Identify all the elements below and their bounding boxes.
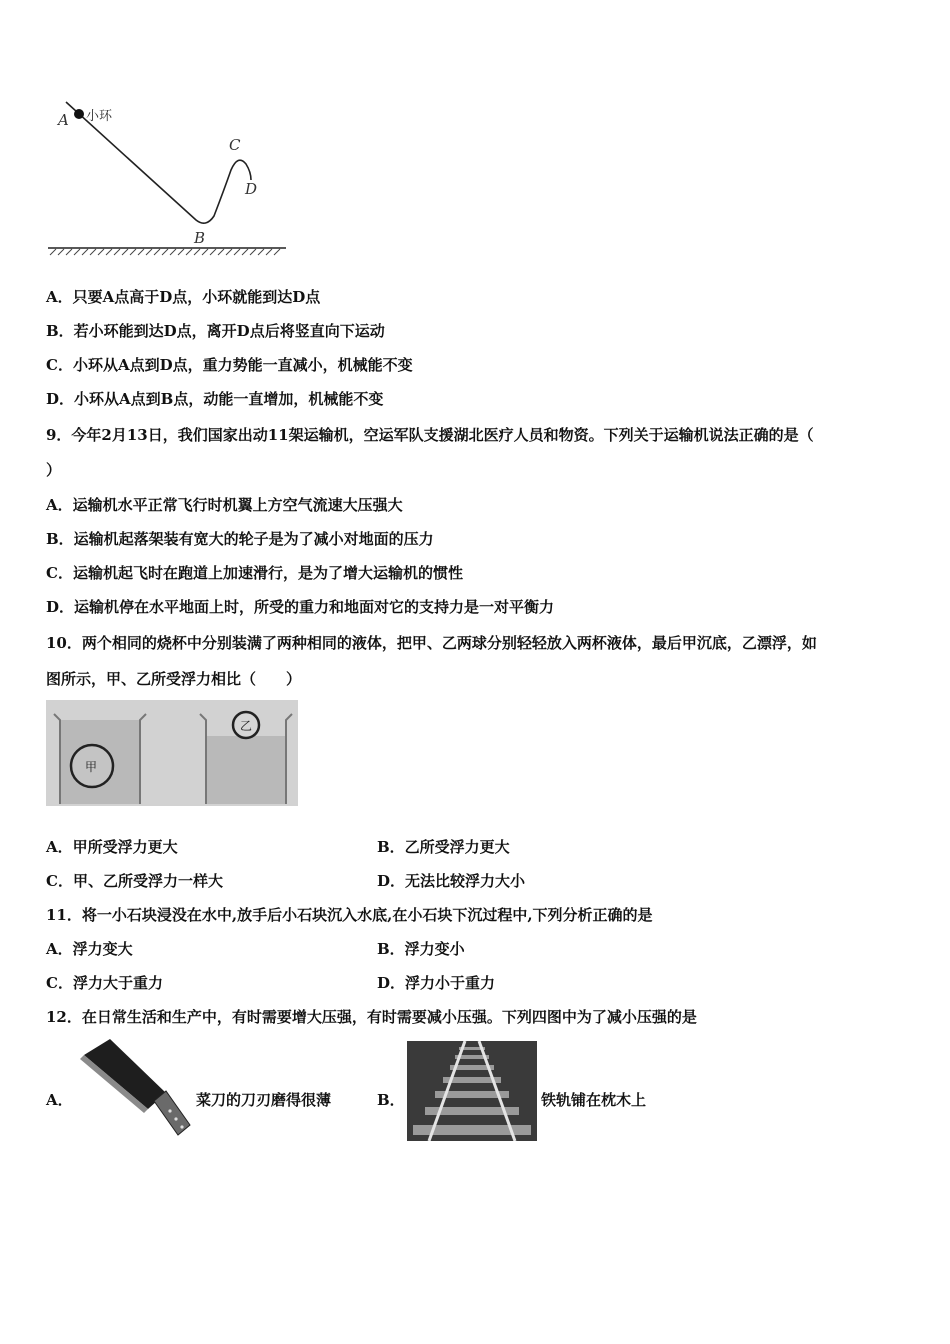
q11-option-c: C．浮力大于重力: [46, 974, 163, 992]
q9-option-c: C．运输机起飞时在跑道上加速滑行，是为了增大运输机的惯性: [46, 564, 463, 582]
q9-option-a: A．运输机水平正常飞行时机翼上方空气流速大压强大: [46, 496, 403, 514]
q12-option-b-letter: B．: [377, 1091, 405, 1109]
q11-option-a: A．浮力变大: [46, 940, 133, 958]
q8-option-d: D．小环从A点到B点，动能一直增加，机械能不变: [46, 390, 384, 408]
q10-option-d: D．无法比较浮力大小: [377, 872, 526, 890]
q10-option-b: B．乙所受浮力更大: [377, 838, 510, 856]
label-c: C: [229, 136, 241, 154]
cleaver-image: [78, 1037, 194, 1137]
beaker-right-liquid: [206, 736, 286, 804]
cleaver-handle-icon: [154, 1091, 190, 1135]
q8-option-a: A．只要A点高于D点，小环就能到达D点: [46, 288, 321, 306]
railway-image: [407, 1041, 537, 1141]
ground-hatch: [50, 249, 280, 255]
label-a: A: [58, 111, 69, 129]
q12-option-a-caption: 菜刀的刀刃磨得很薄: [196, 1091, 332, 1109]
q12-option-a-letter: A．: [46, 1091, 73, 1109]
label-b: B: [194, 229, 206, 247]
q9-option-b: B．运输机起落架装有宽大的轮子是为了减小对地面的压力: [46, 530, 434, 548]
ball-jia-label: 甲: [85, 760, 98, 774]
ring-icon: [74, 109, 84, 119]
q10-option-c: C．甲、乙所受浮力一样大: [46, 872, 223, 890]
label-d: D: [245, 180, 258, 198]
q8-option-c: C．小环从A点到D点，重力势能一直减小，机械能不变: [46, 356, 413, 374]
q12-stem: 12．在日常生活和生产中，有时需要增大压强，有时需要减小压强。下列四图中为了减小压强的是: [46, 1008, 697, 1026]
cleaver-blade-icon: [84, 1039, 166, 1109]
q11-option-b: B．浮力变小: [377, 940, 465, 958]
beakers-figure: [46, 700, 298, 806]
q12-option-b-caption: 铁轨铺在枕木上: [541, 1091, 647, 1109]
q10-stem-line1: 10．两个相同的烧杯中分别装满了两种相同的液体，把甲、乙两球分别轻轻放入两杯液体，最后甲沉底，乙漂浮，如: [46, 634, 817, 652]
ball-yi-label: 乙: [240, 719, 253, 733]
q11-stem: 11．将一小石块浸没在水中,放手后小石块沉入水底,在小石块下沉过程中,下列分析正确的是: [46, 906, 653, 924]
q9-option-d: D．运输机停在水平地面上时，所受的重力和地面对它的支持力是一对平衡力: [46, 598, 555, 616]
label-ring: 小环: [86, 109, 113, 124]
q9-stem-line2: ）: [46, 461, 62, 479]
q9-stem-line1: 9．今年2月13日，我们国家出动11架运输机，空运军队支援湖北医疗人员和物资。下列关于运输机说法正确的是（: [46, 426, 814, 444]
q8-option-b: B．若小环能到达D点，离开D点后将竖直向下运动: [46, 322, 385, 340]
q11-option-d: D．浮力小于重力: [377, 974, 496, 992]
q10-stem-line2: 图所示，甲、乙所受浮力相比（ ）: [46, 670, 302, 688]
track-figure: [46, 98, 291, 260]
q10-option-a: A．甲所受浮力更大: [46, 838, 178, 856]
